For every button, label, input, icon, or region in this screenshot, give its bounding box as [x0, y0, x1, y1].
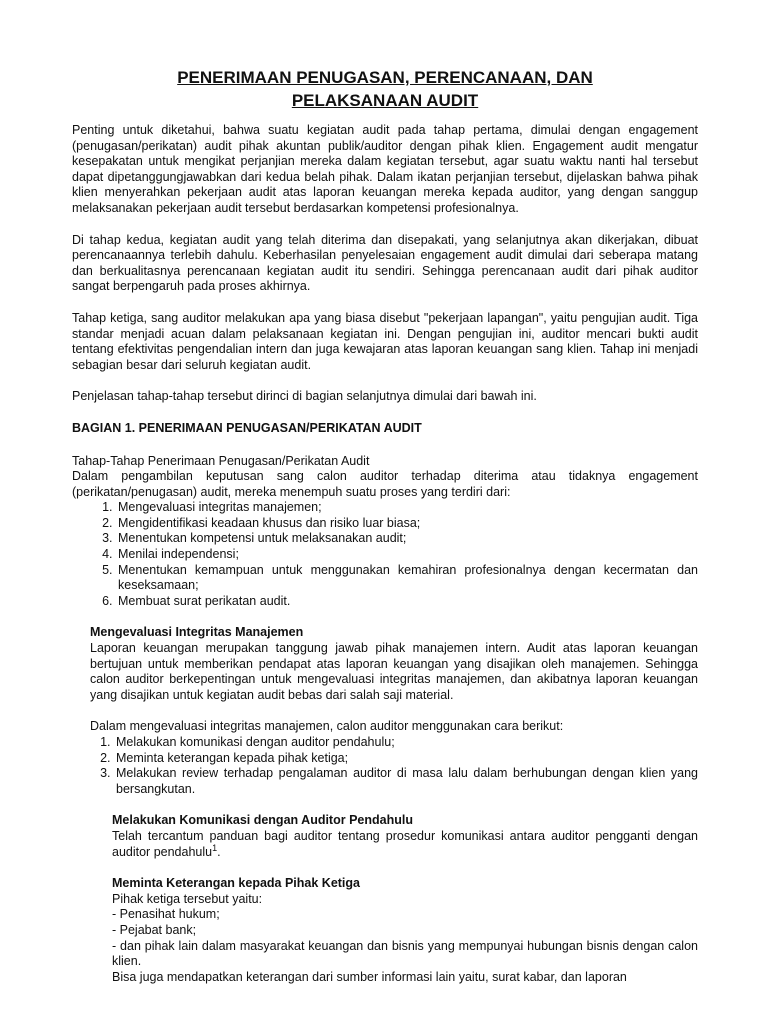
komunikasi-body: Telah tercantum panduan bagi auditor tentang prosedur komunikasi antara auditor pengganti dengan auditor pendahulu$^1$. [112, 828, 698, 859]
integritas-body: Laporan keuangan merupakan tanggung jawab pihak manajemen intern. Audit atas laporan keuangan bertujuan untuk memberikan pendapat atas laporan keuangan yang disajikan oleh manajemen. Sehingga calon auditor berkepentingan untuk mengevaluasi integritas manajemen, dan akibatnya laporan keuangan yang disajikan untuk kegiatan audit bebas dari salah saji material. [90, 641, 698, 702]
list-item: 3. Menentukan kompetensi untuk melaksanakan audit; [116, 531, 698, 547]
steps-list [72, 500, 698, 609]
list-item: 1. Melakukan komunikasi dengan auditor pendahulu; [114, 735, 698, 751]
intro-paragraph-2: Di tahap kedua, kegiatan audit yang telah diterima dan disepakati, yang selanjutnya akan dikerjakan, dibuat perencanaannya terlebih dahulu. Keberhasilan penyelesaian engagement audit dimulai dari seberapa matang dan berkualitasnya perencanaan kegiatan audit itu sendiri. Sehingga perencanaan audit dari pihak auditor sangat berpengaruh pada proses akhirnya. [72, 232, 698, 294]
title-line-2: PELAKSANAAN AUDIT [291, 91, 479, 110]
intro-paragraph-4: Penjelasan tahap-tahap tersebut dirinci di bagian selanjutnya dimulai dari bawah ini. [72, 389, 537, 404]
section-subtitle: Tahap-Tahap Penerimaan Penugasan/Perikatan Audit [72, 453, 370, 468]
pihak-ketiga-lead: Pihak ketiga tersebut yaitu: [112, 891, 263, 906]
list-item: 5. Menentukan kemampuan untuk menggunakan kemahiran profesionalnya dengan kecermatan dan keseksamaan; [116, 563, 698, 594]
list-item: 3. Melakukan review terhadap pengalaman auditor di masa lalu dalam berhubungan dengan klien yang bersangkutan. [114, 766, 698, 797]
komunikasi-heading: Melakukan Komunikasi dengan Auditor Pendahulu [112, 813, 413, 828]
pihak-ketiga-section [72, 876, 698, 985]
footnote-marker[interactable]: 1 [212, 842, 218, 853]
intro-paragraph-1: Penting untuk diketahui, bahwa suatu kegiatan audit pada tahap pertama, dimulai dengan engagement (penugasan/perikatan) audit pihak akuntan publik/auditor dengan pihak klien. Engagement audit mengatur kesepakatan untuk mengikat perjanjian mereka dalam kegiatan tersebut, agar suatu waktu nanti hal tersebut dapat dipetanggungjawabkan dari kedua belah pihak. Dalam ikatan perjanjian tersebut, dijelaskan bahwa pihak klien menyerahkan pekerjaan audit atas laporan keuangan mereka kepada auditor, yang dengan sanggup melaksanakan pekerjaan audit tersebut berdasarkan kompetensi profesionalnya. [72, 123, 698, 215]
list-item: 1. Mengevaluasi integritas manajemen; [116, 500, 698, 516]
intro-paragraph-3: Tahap ketiga, sang auditor melakukan apa yang biasa disebut "pekerjaan lapangan", yaitu pengujian audit. Tiga standar menjadi acuan dalam pelaksanaan kegiatan ini. Dengan pengujian ini, auditor mencari bukti audit tentang efektivitas pengendalian intern dan juga kewajaran atas laporan keuangan sang klien. Tahap ini menjadi sebagian besar dari seluruh kegiatan audit. [72, 310, 698, 372]
integritas-lead: Dalam mengevaluasi integritas manajemen, calon auditor menggunakan cara berikut: [90, 719, 564, 734]
integritas-heading: Mengevaluasi Integritas Manajemen [90, 625, 304, 640]
document-title [72, 66, 698, 112]
list-item: 2. Meminta keterangan kepada pihak ketiga; [114, 751, 698, 767]
list-item: - Pejabat bank; [112, 922, 197, 937]
komunikasi-section [72, 813, 698, 860]
list-item: - dan pihak lain dalam masyarakat keuangan dan bisnis yang mempunyai hubungan bisnis dengan calon klien. [112, 938, 698, 969]
list-item: 6. Membuat surat perikatan audit. [116, 594, 698, 610]
integritas-section [72, 625, 698, 797]
pihak-ketiga-tail: Bisa juga mendapatkan keterangan dari sumber informasi lain yaitu, surat kabar, dan laporan [112, 969, 627, 984]
ways-list [90, 735, 698, 797]
list-item: 4. Menilai independensi; [116, 547, 698, 563]
title-line-1: PENERIMAAN PENUGASAN, PERENCANAAN, DAN [177, 68, 593, 87]
pihak-ketiga-heading: Meminta Keterangan kepada Pihak Ketiga [112, 876, 360, 891]
document-page [72, 66, 698, 985]
section-lead: Dalam pengambilan keputusan sang calon auditor terhadap diterima atau tidaknya engagement (perikatan/penugasan) audit, mereka menempuh suatu proses yang terdiri dari: [72, 469, 698, 499]
list-item: 2. Mengidentifikasi keadaan khusus dan risiko luar biasa; [116, 516, 698, 532]
section-heading-bagian-1: BAGIAN 1. PENERIMAAN PENUGASAN/PERIKATAN AUDIT [72, 420, 422, 435]
list-item: - Penasihat hukum; [112, 907, 220, 922]
